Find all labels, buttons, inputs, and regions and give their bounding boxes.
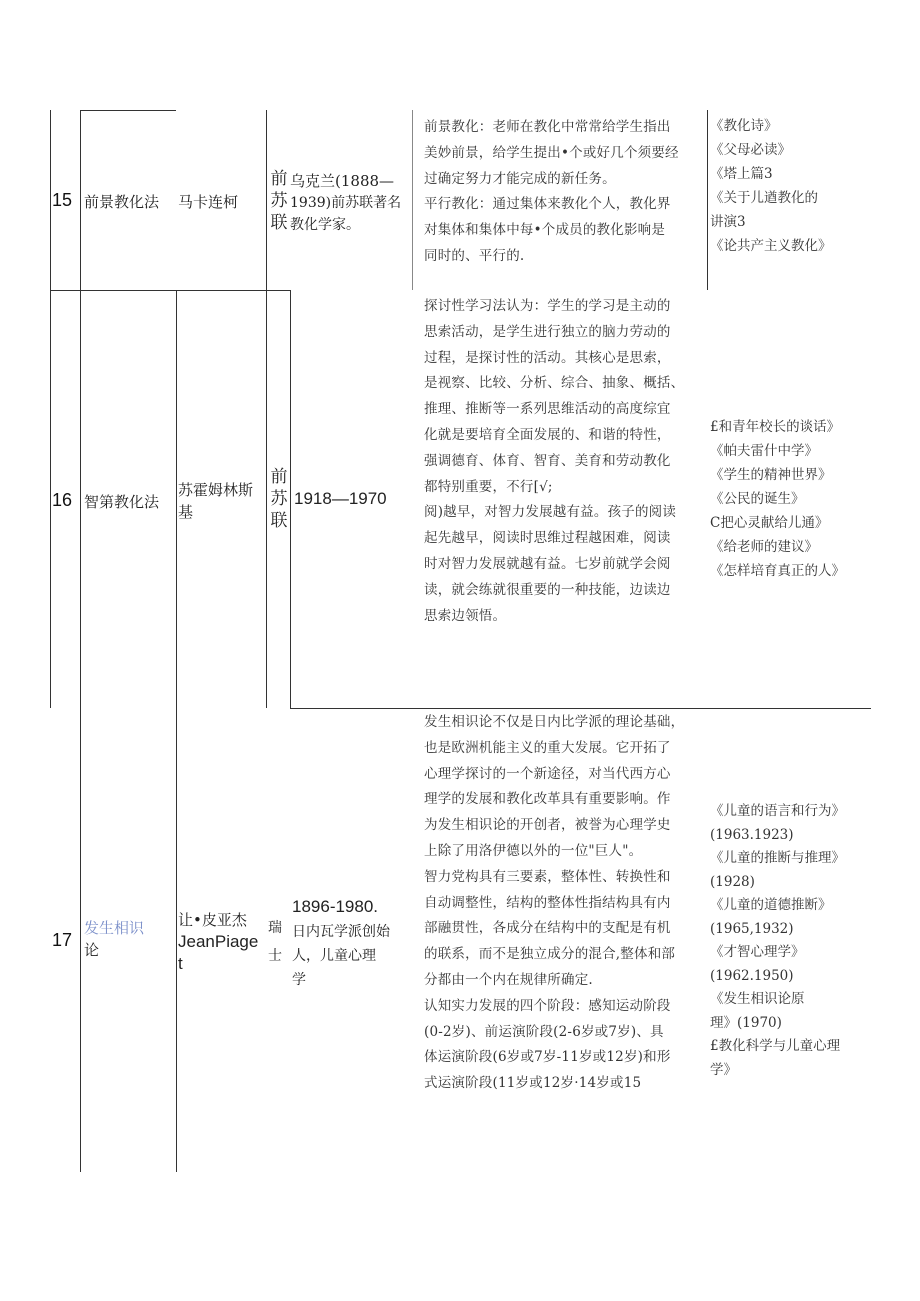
method-column-divider-lower <box>176 290 177 1172</box>
description-line: 同时的、平行的. <box>424 247 525 264</box>
description-line: 都特别重要，不行[√; <box>424 478 553 495</box>
description-line: 美妙前景，给学生提出•个或好几个须要经 <box>424 144 679 161</box>
row-17-method <box>84 917 144 961</box>
description-line: 认知实力发展的四个阶段：感知运动阶段 <box>424 997 671 1014</box>
description-line: 推理、推断等一系列思维活动的高度综宜 <box>424 401 671 418</box>
book-title: 《公民的诞生》 <box>710 491 805 507</box>
row-17-number: 17 <box>52 930 73 950</box>
book-title: 《教化诗》 <box>710 118 778 134</box>
description-line: 对集体和集体中每•个成员的教化影响是 <box>424 222 666 239</box>
book-title: 《才智心理学》 <box>710 944 805 960</box>
row-16-person-line1: 苏霍姆林斯 <box>178 481 254 499</box>
description-line: 起先越早，阅读时思维过程越困难，阅读 <box>424 530 671 547</box>
description-line: 强调德育、体育、智育、美育和劳动教化 <box>424 452 671 469</box>
row-16-number: 16 <box>52 490 73 510</box>
row-17-person-line1: 让•皮亚杰 <box>178 911 247 929</box>
row-15-description <box>424 115 714 270</box>
description-line: 化就是要培育全面发展的、和谐的特性， <box>424 426 671 443</box>
book-title: 《给老师的建议》 <box>710 539 818 555</box>
row-17-method-line2: 论 <box>84 941 100 959</box>
row-16-bottom-border <box>290 708 871 709</box>
person-column-divider <box>266 110 267 708</box>
book-title: 学》 <box>710 1061 737 1078</box>
row-16-person-line2: 基 <box>178 503 194 521</box>
top-border <box>80 110 176 111</box>
row-17-books <box>710 800 880 1082</box>
row-17-dates-desc-1: 日内瓦学派创始 <box>292 924 390 940</box>
description-line: 分都由一个内在规律所确定. <box>424 971 593 988</box>
description-line: 过确定努力才能完成的新任务。 <box>424 170 616 187</box>
row-16-method: 智第教化法 <box>84 493 160 511</box>
row-16-books <box>710 415 880 583</box>
book-title: £教化科学与儿童心理 <box>710 1038 841 1054</box>
row-15-bottom-border <box>50 290 290 291</box>
book-title: 《儿童的语言和行为》 <box>710 803 845 819</box>
book-title: £和青年校长的谈话》 <box>710 419 841 435</box>
row-15-number: 15 <box>52 190 73 210</box>
number-column-divider <box>80 110 81 1172</box>
book-title: (1962.1950) <box>710 967 794 984</box>
description-line: 为发生相识论的开创者，被誉为心理学史 <box>424 817 671 834</box>
description-line: 思索边领悟。 <box>424 607 507 624</box>
row-15-books <box>710 114 870 258</box>
description-line: 式运演阶段(11岁或12岁·14岁或15 <box>424 1075 642 1092</box>
description-line: 上除了用洛伊德以外的一位"巨人"。 <box>424 842 643 859</box>
description-line: 阅)越早，对智力发展越有益。孩子的阅读 <box>424 504 677 521</box>
book-title: (1965,1932) <box>710 920 794 937</box>
row-16-description <box>424 294 714 629</box>
book-title: (1928) <box>710 873 755 890</box>
row-17-person <box>178 909 258 975</box>
description-line: 过程，是探讨性的活动。其核心是思索， <box>424 349 671 366</box>
description-line: 智力党构具有三要素，整体性、转换性和 <box>424 868 671 885</box>
row-17-person-line3: t <box>178 954 183 973</box>
row-17-dates-desc-2: 人，儿童心理 <box>292 948 376 964</box>
book-title: 《学生的精神世界》 <box>710 467 832 483</box>
description-line: 是视察、比较、分析、综合、抽象、概括、 <box>424 375 685 392</box>
row-16-person <box>178 479 253 523</box>
book-title: 《儿童的道德推断》 <box>710 897 832 913</box>
row-17-person-line2: JeanPiage <box>178 932 259 951</box>
book-title: 《父母必读》 <box>710 142 791 158</box>
book-title: 《关于儿遒教化的 <box>710 190 818 206</box>
row-15-country: 前 苏 联 <box>270 169 288 233</box>
row-15-dates-line1: 乌克兰(1888— <box>290 172 395 190</box>
book-title: 《发生相识论原 <box>710 991 805 1007</box>
book-title: 《塔上篇3 <box>710 166 773 182</box>
description-line: 探讨性学习法认为：学生的学习是主动的 <box>424 298 671 314</box>
row-16-country: 前 苏 联 <box>270 467 288 531</box>
book-title: 《儿童的推断与推理》 <box>710 850 845 866</box>
row-15-method: 前景教化法 <box>84 193 160 211</box>
row-17-dates-desc-3: 学 <box>292 972 306 988</box>
description-line: 前景教化：老师在教化中常常给学生指出 <box>424 119 671 135</box>
description-line: 平行教化：通过集体来教化个人，教化界 <box>424 196 671 213</box>
description-line: 心理学探讨的一个新途径，对当代西方心 <box>424 765 671 782</box>
row-15-dates-line3: 教化学家。 <box>290 217 360 233</box>
row-17-dates <box>292 894 410 992</box>
book-title: 《帕夫雷什中学》 <box>710 443 818 459</box>
description-line: 自动调整性，结构的整体性指结构具有内 <box>424 894 671 911</box>
description-line: 时对智力发展就越有益。七岁前就学会阅 <box>424 555 671 572</box>
description-line: 理学的发展和教化改革具有重要影响。作 <box>424 791 671 808</box>
book-title: (1963.1923) <box>710 826 794 843</box>
description-line: 体运演阶段(6岁或7岁-11岁或12岁)和形 <box>424 1049 671 1066</box>
description-line: 的联系，而不是独立成分的混合,整体和部 <box>424 946 676 963</box>
left-outer-border <box>50 110 51 708</box>
book-title: 《怎样培育真正的人》 <box>710 563 845 579</box>
row-15-person: 马卡连柯 <box>178 193 239 211</box>
description-line: (0-2岁)、前运演阶段(2-6岁或7岁)、具 <box>424 1023 664 1040</box>
country-column-divider <box>290 290 291 708</box>
book-title: C把心灵献给儿通》 <box>710 515 829 531</box>
book-title: 讲演3 <box>710 214 746 230</box>
book-title: 理》(1970) <box>710 1014 782 1031</box>
row-16-dates: 1918—1970 <box>294 489 387 508</box>
description-line: 发生相识论不仅是日内比学派的理论基础， <box>424 714 685 730</box>
book-title: 《论共产主义教化》 <box>710 238 832 254</box>
row-17-dates-years: 1896-1980. <box>292 897 379 916</box>
row-15-dates <box>290 170 414 236</box>
row-17-method-line1: 发生相识 <box>84 919 145 937</box>
description-line: 也是欧洲机能主义的重大发展。它开拓了 <box>424 739 671 756</box>
description-line: 思索活动，是学生进行独立的脑力劳动的 <box>424 323 671 340</box>
description-line: 读，就会练就很重要的一种技能，边读边 <box>424 581 671 598</box>
row-15-dates-line2: 1939)前苏联著名 <box>290 195 402 211</box>
row-17-description <box>424 710 714 1097</box>
row-17-country: 瑞 士 <box>268 920 282 964</box>
description-line: 部融贯性，各成分在结构中的支配是有机 <box>424 920 671 937</box>
